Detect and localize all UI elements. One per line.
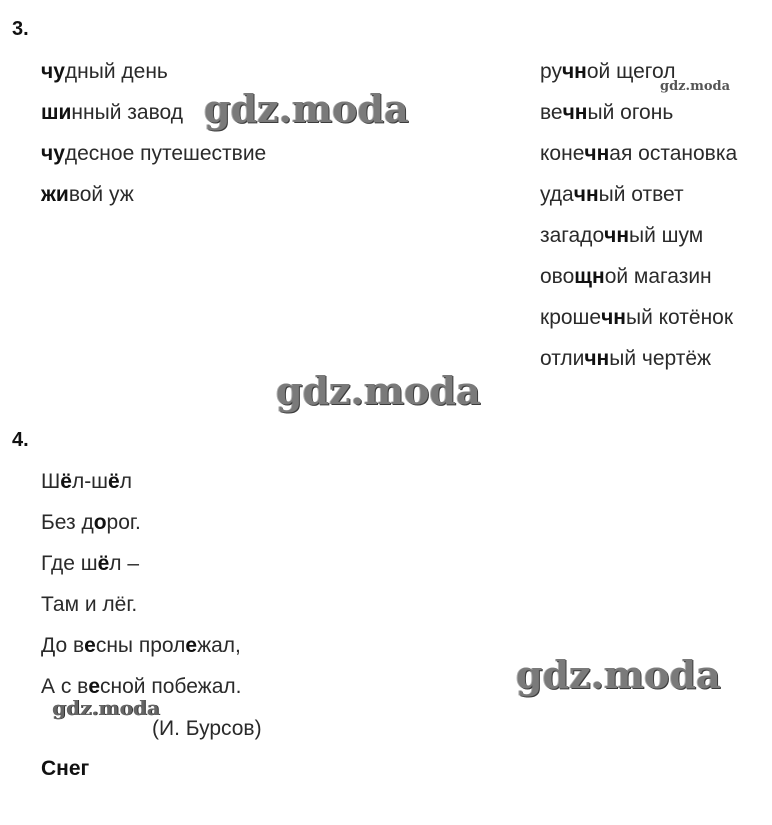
- right-phrase: загадочный шум: [540, 224, 704, 247]
- riddle-answer: Снег: [41, 757, 90, 780]
- right-phrase: удачный ответ: [540, 183, 684, 206]
- right-phrase: овощной магазин: [540, 265, 712, 288]
- stressed-vowel: е: [84, 634, 96, 657]
- watermark: gdz.moda: [276, 368, 481, 413]
- highlighted-letters: чу: [41, 142, 65, 165]
- right-phrase: конечная остановка: [540, 142, 738, 165]
- left-phrase: живой уж: [41, 183, 134, 206]
- highlighted-letters: жи: [41, 183, 69, 206]
- highlighted-letters: чн: [562, 101, 588, 124]
- poem-line: Там и лёг.: [41, 593, 138, 616]
- watermark-small: gdz.moda: [660, 79, 731, 94]
- watermark: gdz.moda: [516, 652, 721, 697]
- poem-author: (И. Бурсов): [152, 717, 262, 740]
- stressed-vowel: ё: [60, 470, 72, 493]
- right-phrase: ручной щегол: [540, 60, 676, 83]
- highlighted-letters: чн: [601, 306, 626, 329]
- right-phrase: отличный чертёж: [540, 347, 712, 370]
- highlighted-letters: чн: [604, 224, 630, 247]
- highlighted-letters: чн: [561, 60, 587, 83]
- poem-line: А с весной побежал.: [41, 675, 242, 698]
- poem-line: До весны пролежал,: [41, 634, 241, 657]
- highlighted-letters: чн: [573, 183, 599, 206]
- watermark: gdz.moda: [204, 86, 409, 131]
- left-phrase: чудный день: [41, 60, 168, 83]
- highlighted-letters: щн: [574, 265, 605, 288]
- stressed-vowel: е: [88, 675, 101, 698]
- left-phrase: чудесное путешествие: [41, 142, 267, 165]
- poem-line: Где шёл –: [41, 552, 140, 575]
- highlighted-letters: ши: [41, 101, 72, 124]
- stressed-vowel: о: [93, 511, 107, 534]
- highlighted-letters: чн: [584, 142, 610, 165]
- poem-line: Без дорог.: [41, 511, 141, 534]
- stressed-vowel: ё: [97, 552, 110, 575]
- watermark-medium: gdz.moda: [52, 696, 160, 720]
- highlighted-letters: чу: [41, 60, 65, 83]
- poem-line: Шёл-шёл: [41, 470, 132, 493]
- stressed-vowel: ё: [108, 470, 120, 493]
- section-3-number: 3.: [12, 18, 29, 40]
- section-4-number: 4.: [12, 429, 29, 451]
- right-phrase: крошечный котёнок: [540, 306, 734, 329]
- stressed-vowel: е: [185, 634, 198, 657]
- left-phrase: шинный завод: [41, 101, 183, 124]
- right-phrase: вечный огонь: [540, 101, 674, 124]
- highlighted-letters: чн: [584, 347, 610, 370]
